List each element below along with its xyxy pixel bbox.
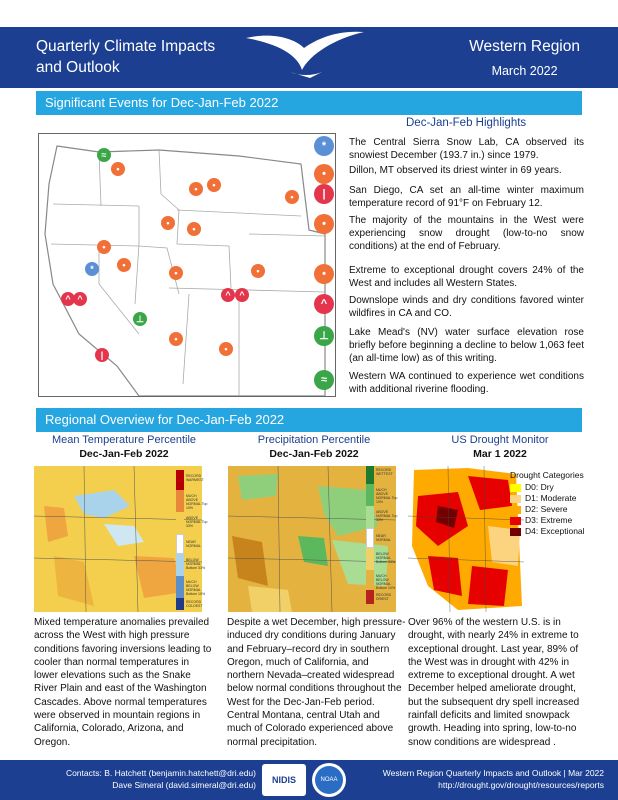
temperature-title: Mean Temperature Percentile — [51, 434, 197, 446]
contacts — [52, 767, 256, 791]
temperature-subtitle: Dec-Jan-Feb 2022 — [79, 448, 169, 460]
footer-bar — [0, 760, 618, 800]
legend-row — [510, 504, 594, 515]
drought-legend — [510, 470, 594, 537]
legend-swatch — [176, 534, 184, 554]
legend-label: D3: Extreme — [525, 515, 573, 525]
drought-summary: Over 96% of the western U.S. is in drought, with nearly 24% in extreme to exceptional drought. Last year, 89% of the West was in drought with 42% in extreme to exceptional drought. A wet December helped ameliorate drought, but the subsequent dry spell increased rainfall deficits and limited snowpack growth. Heading into spring, low-to-no snow conditions are widespread . — [408, 617, 580, 748]
precipitation-title: Precipitation Percentile — [257, 434, 371, 446]
wildfire-icon: ^ — [61, 292, 75, 306]
wildfire-icon: ^ — [314, 294, 334, 314]
legend-label: MUCH BELOW NORMAL Bottom 10% — [376, 574, 396, 590]
highlight-text: Western WA continued to experience wet conditions with additional riverine flooding. — [349, 371, 584, 396]
legend-label: RECORD DRIEST — [376, 593, 392, 601]
legend-label: NEAR NORMAL — [376, 534, 391, 542]
region-name: Western Region — [469, 38, 580, 55]
nidis-logo: NIDIS — [262, 764, 306, 796]
highlight-text: The majority of the mountains in the West were experiencing snow drought (low-to-no snow conditions) at the end of February. — [349, 215, 584, 253]
snow-icon: * — [85, 262, 99, 276]
significant-events-title: Significant Events for Dec-Jan-Feb 2022 — [45, 95, 279, 110]
legend-swatch — [366, 528, 374, 548]
legend-swatch — [176, 490, 184, 512]
legend-swatch — [510, 506, 521, 514]
region-block — [469, 36, 580, 82]
legend-swatch — [176, 576, 184, 598]
legend-swatch — [510, 495, 521, 503]
legend-swatch — [366, 484, 374, 506]
water-level-icon: ⊥ — [133, 312, 147, 326]
drought-drop-icon: • — [169, 266, 183, 280]
report-header — [0, 0, 618, 88]
highlight-text: The Central Sierra Snow Lab, CA observed its snowiest December (193.7 in.) since 1979. — [349, 137, 584, 162]
footer-citation — [383, 767, 604, 791]
highlight-text: Dillon, MT observed its driest winter in 69 years. — [349, 165, 562, 176]
report-series: Western Region Quarterly Impacts and Outlook | Mar 2022 — [382, 768, 604, 778]
noaa-logo-text: NOAA — [315, 766, 343, 794]
legend-swatch — [176, 512, 184, 534]
legend-swatch — [510, 528, 521, 536]
title-line-2: and Outlook — [36, 59, 120, 76]
drought-drop-icon: • — [314, 214, 334, 234]
highlight-text: Lake Mead's (NV) water surface elevation rose briefly before beginning a decline to below 1,063 feet (an all-time low) as of this writing. — [349, 327, 584, 365]
bird-logo-icon — [240, 16, 370, 82]
legend-swatch — [366, 590, 374, 604]
drought-drop-icon: • — [117, 258, 131, 272]
legend-label: NEAR NORMAL — [186, 540, 201, 548]
thermometer-icon: | — [314, 184, 334, 204]
regional-overview-bar — [36, 408, 582, 432]
water-level-icon: ⊥ — [314, 326, 334, 346]
temperature-column — [32, 434, 216, 460]
drought-map-shading — [408, 466, 524, 612]
western-us-map — [38, 133, 336, 397]
report-date: March 2022 — [491, 64, 558, 78]
highlights-title: Dec-Jan-Feb Highlights — [406, 117, 527, 129]
snow-icon: * — [314, 136, 334, 156]
drought-title: US Drought Monitor — [451, 434, 549, 446]
legend-swatch — [510, 517, 521, 525]
highlight-text: San Diego, CA set an all-time winter maximum temperature record of 91°F on February 12. — [349, 185, 584, 210]
legend-label: D4: Exceptional — [525, 526, 585, 536]
noaa-logo — [312, 763, 346, 797]
wildfire-icon: ^ — [73, 292, 87, 306]
legend-row — [510, 515, 594, 526]
drought-drop-icon: • — [314, 264, 334, 284]
wildfire-icon: ^ — [221, 288, 235, 302]
legend-swatch — [510, 484, 521, 492]
legend-label: MUCH ABOVE NORMAL Top 10% — [186, 494, 208, 510]
legend-label: RECORD COLDEST — [186, 600, 203, 608]
legend-label: RECORD WETTEST — [376, 468, 393, 476]
drought-drop-icon: • — [97, 240, 111, 254]
report-title — [36, 36, 215, 78]
state-outlines — [39, 134, 335, 396]
flood-icon: ≈ — [314, 370, 334, 390]
legend-row — [510, 526, 594, 537]
legend-row — [510, 482, 594, 493]
drought-column — [408, 434, 592, 460]
legend-swatch — [366, 570, 374, 590]
legend-swatch — [176, 470, 184, 490]
temperature-summary: Mixed temperature anomalies prevailed across the West with high pressure conditions favoring inversions leading to cooler than normal temperatures in lower elevations such as the Snake River Plain and east of the Washington Cascades. Above normal temperatures were observed in mountain regions in California, Colorado, Arizona, and Oregon. — [34, 617, 212, 748]
contact-line: Dave Simeral (david.simeral@dri.edu) — [112, 780, 256, 790]
highlight-text: Extreme to exceptional drought covers 24% of the West and includes all Western States. — [349, 265, 584, 290]
contact-line: Contacts: B. Hatchett (benjamin.hatchett@dri.edu) — [65, 768, 256, 778]
legend-label: D0: Dry — [525, 482, 554, 492]
legend-swatch — [366, 466, 374, 484]
drought-drop-icon: • — [219, 342, 233, 356]
legend-swatch — [176, 554, 184, 576]
drought-monitor-map — [408, 466, 524, 612]
drought-drop-icon: • — [187, 222, 201, 236]
drought-drop-icon: • — [207, 178, 221, 192]
legend-row — [510, 493, 594, 504]
flood-icon: ≈ — [97, 148, 111, 162]
drought-drop-icon: • — [251, 264, 265, 278]
regional-overview-title: Regional Overview for Dec-Jan-Feb 2022 — [45, 412, 285, 427]
legend-label: BELOW NORMAL Bottom 33% — [376, 552, 396, 564]
legend-label: RECORD WARMEST — [186, 474, 204, 482]
drought-drop-icon: • — [111, 162, 125, 176]
drought-drop-icon: • — [169, 332, 183, 346]
drought-drop-icon: • — [314, 164, 334, 184]
legend-swatch — [366, 506, 374, 528]
wildfire-icon: ^ — [235, 288, 249, 302]
thermometer-icon: | — [95, 348, 109, 362]
drought-subtitle: Mar 1 2022 — [473, 448, 527, 460]
legend-swatch — [366, 548, 374, 570]
title-line-1: Quarterly Climate Impacts — [36, 38, 216, 55]
legend-label: MUCH ABOVE NORMAL Top 10% — [376, 488, 398, 504]
precipitation-summary: Despite a wet December, high pressure-induced dry conditions during January and February–record dry in southern Oregon, much of California, and northern Nevada–created widespread below normal conditions throughout the West for the Dec-Jan-Feb period. Central Montana, central Utah and much of Colorado experienced above normal precipitation. — [227, 617, 406, 748]
significant-events-bar — [36, 91, 582, 115]
legend-label: ABOVE NORMAL Top 33% — [376, 510, 398, 522]
legend-label: MUCH BELOW NORMAL Bottom 10% — [186, 580, 206, 596]
precipitation-subtitle: Dec-Jan-Feb 2022 — [269, 448, 359, 460]
reports-link[interactable]: http://drought.gov/drought/resources/reports — [438, 780, 604, 790]
drought-drop-icon: • — [285, 190, 299, 204]
legend-label: D1: Moderate — [525, 493, 577, 503]
legend-label: BELOW NORMAL Bottom 33% — [186, 558, 206, 570]
highlight-text: Downslope winds and dry conditions favored winter wildfires in CA and CO. — [349, 295, 584, 320]
drought-drop-icon: • — [189, 182, 203, 196]
legend-label: ABOVE NORMAL Top 33% — [186, 516, 208, 528]
legend-swatch — [176, 598, 184, 610]
precipitation-column — [222, 434, 406, 460]
legend-label: D2: Severe — [525, 504, 568, 514]
drought-drop-icon: • — [161, 216, 175, 230]
drought-legend-title: Drought Categories — [510, 470, 584, 480]
